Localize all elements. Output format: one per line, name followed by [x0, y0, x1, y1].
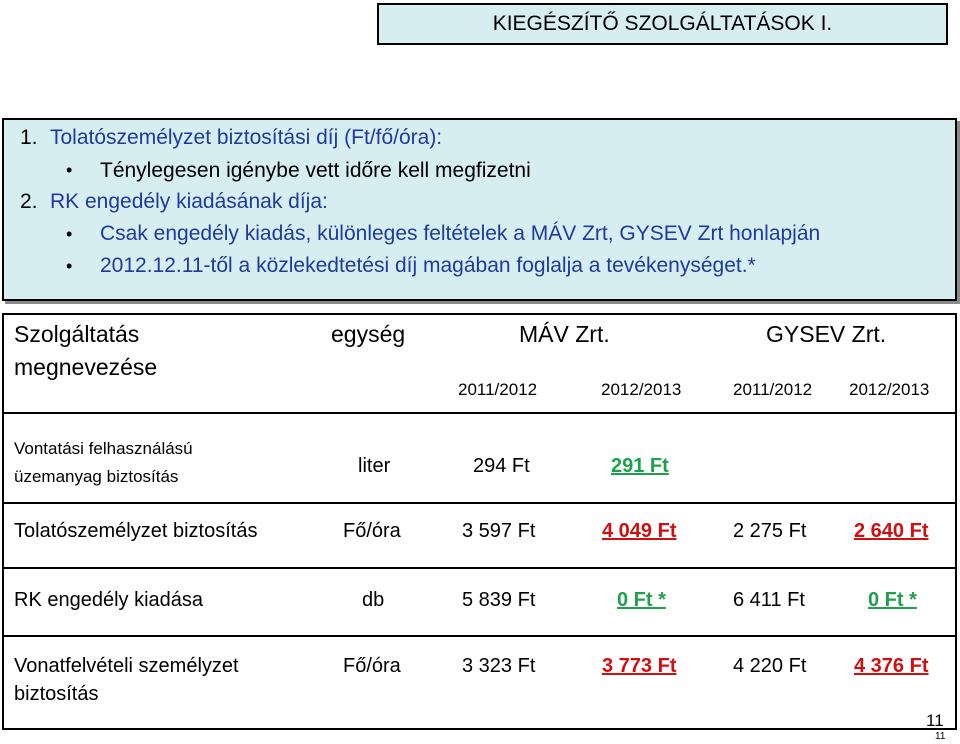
item-text: 2012.12.11-től a közlekedtetési díj magában foglalja a tevékenységet.* [100, 254, 756, 277]
item-number: 1. [20, 126, 38, 149]
header-unit: egység [331, 321, 406, 347]
row-mav-2011: 3 323 Ft [462, 655, 536, 677]
row-unit: db [362, 589, 385, 611]
bullet-icon: • [66, 256, 73, 276]
title-box [377, 3, 948, 45]
row-divider [4, 412, 955, 414]
row-unit: Fő/óra [343, 655, 401, 677]
row-name-line1: RK engedély kiadása [14, 589, 204, 611]
row-divider [4, 567, 955, 569]
row-name-line1: Vontatási felhasználású [14, 439, 193, 458]
item-text: Ténylegesen igénybe vett időre kell megfizetni [100, 159, 531, 182]
row-divider [4, 635, 955, 637]
row-divider [4, 502, 955, 504]
bullet-icon: • [66, 224, 73, 244]
item-number: 2. [20, 190, 38, 213]
bullet-icon: • [66, 160, 73, 180]
row-mav-2011: 5 839 Ft [462, 589, 536, 611]
header-year: 2012/2013 [849, 380, 930, 399]
info-box [2, 118, 957, 301]
row-mav-2011: 3 597 Ft [462, 520, 536, 542]
header-year: 2011/2012 [458, 380, 538, 399]
row-gysev-2011: 4 220 Ft [733, 655, 807, 677]
row-gysev-2012: 4 376 Ft [854, 655, 929, 677]
row-name-line2: üzemanyag biztosítás [14, 467, 179, 486]
page-number: 11 [926, 711, 944, 730]
header-mav: MÁV Zrt. [519, 321, 610, 347]
header-service-line2: megnevezése [14, 354, 158, 380]
item-text: Tolatószemélyzet biztosítási díj (Ft/fő/óra): [50, 126, 443, 149]
row-unit: liter [358, 455, 391, 477]
row-mav-2012: 4 049 Ft [602, 520, 677, 542]
row-name-line1: Tolatószemélyzet biztosítás [14, 520, 258, 542]
header-year: 2011/2012 [733, 380, 813, 399]
row-name-line2: biztosítás [14, 683, 99, 705]
row-unit: Fő/óra [343, 520, 401, 542]
pricing-table [2, 313, 957, 730]
row-mav-2012: 0 Ft * [617, 589, 666, 611]
page-title: KIEGÉSZÍTŐ SZOLGÁLTATÁSOK I. [492, 12, 833, 35]
row-gysev-2011: 2 275 Ft [733, 520, 807, 542]
row-mav-2012: 291 Ft [611, 455, 669, 477]
row-gysev-2012: 2 640 Ft [854, 520, 929, 542]
item-text: Csak engedély kiadás, különleges feltételek a MÁV Zrt, GYSEV Zrt honlapján [100, 222, 821, 245]
header-service-line1: Szolgáltatás [14, 321, 140, 347]
row-name-line1: Vonatfelvételi személyzet [14, 655, 239, 677]
header-gysev: GYSEV Zrt. [766, 321, 887, 347]
header-year: 2012/2013 [601, 380, 682, 399]
row-mav-2011: 294 Ft [473, 455, 530, 477]
row-gysev-2011: 6 411 Ft [733, 589, 805, 611]
item-text: RK engedély kiadásának díja: [50, 190, 328, 213]
page-number-small: 11 [935, 731, 946, 742]
row-gysev-2012: 0 Ft * [868, 589, 917, 611]
row-mav-2012: 3 773 Ft [602, 655, 677, 677]
